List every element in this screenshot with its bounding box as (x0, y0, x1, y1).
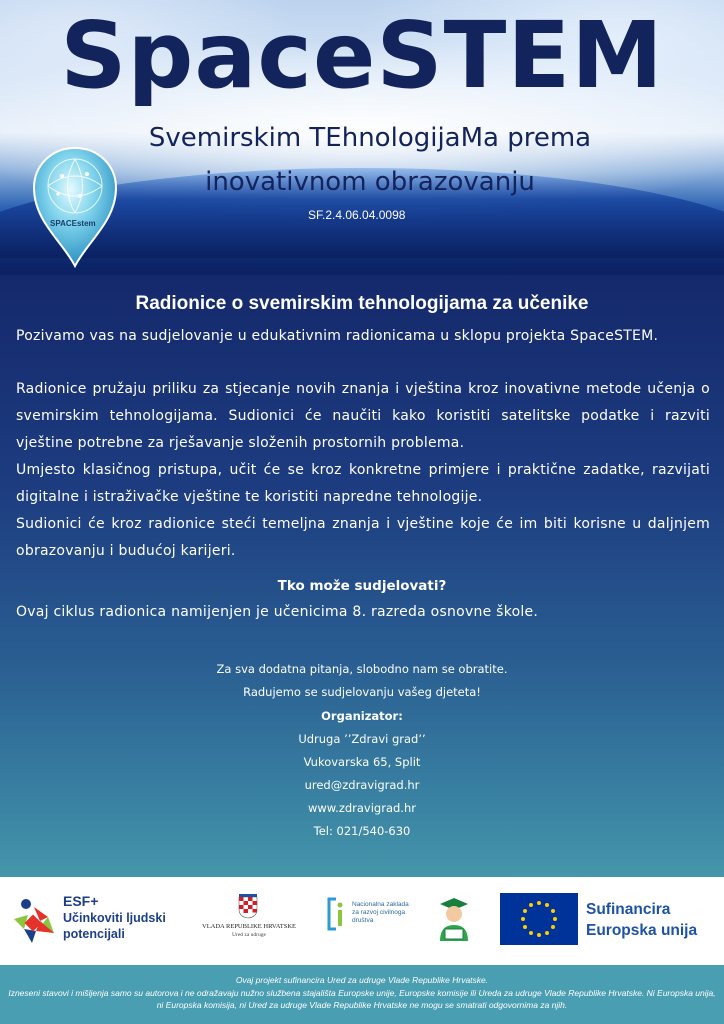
subtitle-line-1: Svemirskim TEhnologijaMa prema (148, 123, 592, 153)
esf-title: ESF+ (63, 893, 99, 909)
footer-cofunding-note: Ovaj projekt sufinancira Ured za udruge Vlade Republike Hrvatske. (235, 975, 489, 985)
content-panel (0, 275, 724, 877)
footer-disclaimer: Izneseni stavovi i mišljenja samo su autorova i ne odražavaju nužno službena stajališta Europske unije, Europske komisije ili Ureda za udruge Vlade Republike Hrvatske. Ni Europska unija, ni Europska komisija, ni Ured za udruge Vlade Republike Hrvatske ne mogu se smatrati odgovornima za njih. (8, 987, 716, 1010)
organizer-address: Vukovarska 65, Split (303, 755, 421, 769)
paragraph-opportunity: Radionice pružaju priliku za stjecanje novih znanja i vještina kroz inovativne metode učenja o svemirskim tehnologijama. Sudionici će naučiti kako koristiti satelitske podatke i razviti vještine potrebne za rješavanje složenih prostornih problema. (16, 381, 710, 451)
who-text: Ovaj ciklus radionica namijenjen je učenicima 8. razreda osnovne škole. (16, 604, 539, 620)
organizer-website[interactable]: www.zdravigrad.hr (308, 801, 416, 815)
esf-subtitle: Učinkoviti ljudski potencijali (63, 911, 166, 941)
eu-text-line-1: Sufinancira (586, 901, 671, 918)
paragraph-benefits: Sudionici će kroz radionice steći temeljna znanja i vještine koje će im biti korisne u daljnjem obrazovanju i budućoj karijeri. (16, 516, 710, 559)
disclaimer-footer (0, 965, 724, 1024)
header-banner (0, 0, 724, 275)
organizer-email[interactable]: ured@zdravigrad.hr (304, 778, 420, 792)
project-code: SF.2.4.06.04.0098 (308, 208, 406, 222)
questions-text: Za sva dodatna pitanja, slobodno nam se obratite. (216, 662, 508, 676)
esf-flower-icon (10, 897, 58, 945)
graduate-student-icon (436, 895, 472, 943)
partner-logos-strip (0, 877, 724, 965)
croatian-coat-of-arms-icon (238, 893, 258, 919)
eu-flag-icon (500, 893, 578, 945)
vlada-subtitle: Ured za udruge (232, 932, 266, 938)
page-title: SpaceSTEM (60, 2, 664, 109)
spacestem-pin-logo (32, 146, 118, 268)
page-subtitle (60, 116, 680, 204)
paragraph-approach: Umjesto klasičnog pristupa, učit će se kroz konkretne primjere i praktične zadatke, razvijati digitalne i istraživačke vještine te koristiti napredne tehnologije. (16, 462, 710, 505)
zaklada-bracket-icon (326, 897, 348, 931)
who-heading: Tko može sudjelovati? (277, 578, 447, 594)
workshop-heading: Radionice o svemirskim tehnologijama za učenike (135, 293, 589, 314)
zaklada-text: Nacionalna zaklada za razvoj civilnoga društva (352, 901, 409, 924)
subtitle-line-2: inovativnom obrazovanju (205, 167, 535, 197)
vlada-title: VLADA REPUBLIKE HRVATSKE (202, 923, 296, 930)
paragraph-invitation: Pozivamo vas na sudjelovanje u edukativnim radionicama u sklopu projekta SpaceSTEM. (16, 328, 659, 344)
eu-text-line-2: Europska unija (586, 922, 698, 939)
pin-logo-text: SPACEstem (50, 219, 96, 228)
organizer-phone: Tel: 021/540-630 (313, 824, 411, 838)
looking-forward-text: Radujemo se sudjelovanju vašeg djeteta! (243, 685, 481, 699)
eu-cofunding-text (586, 899, 697, 941)
organizer-label: Organizator: (321, 709, 403, 723)
organizer-name: Udruga ’’Zdravi grad’’ (298, 732, 426, 746)
